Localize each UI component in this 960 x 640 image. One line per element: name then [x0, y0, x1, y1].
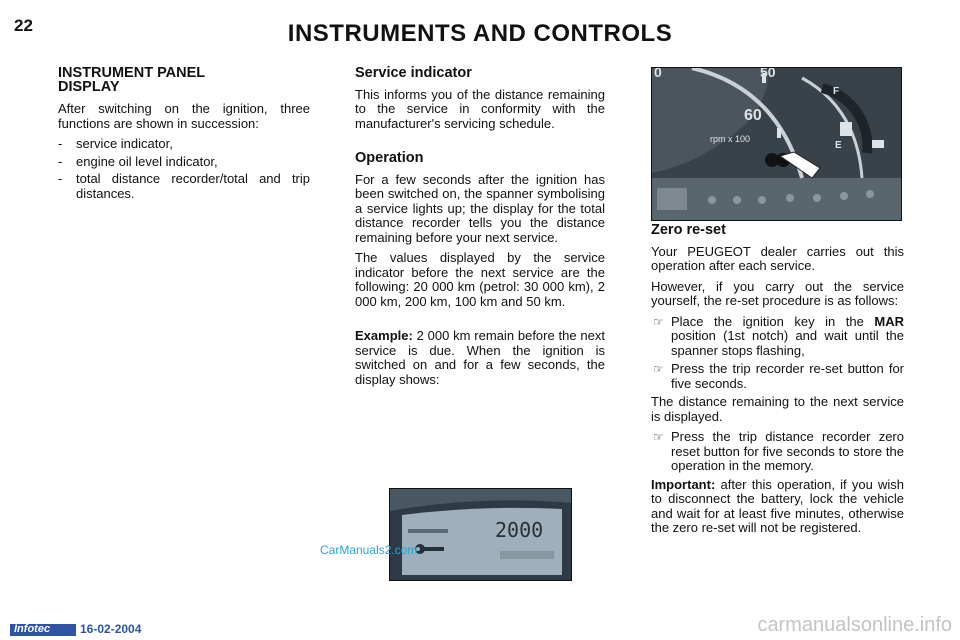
important-label: Important:	[651, 476, 716, 492]
column-service-indicator	[355, 66, 605, 393]
example-label: Example:	[355, 328, 413, 343]
site-watermark: carmanualsonline.info	[757, 614, 952, 636]
zero-reset-text-2: However, if you carry out the service yourself, the re-set procedure is as follows:	[651, 278, 904, 308]
list-item: ☞ Place the ignition key in the MAR position (1st notch) and wait until the spanner stops flashing,	[653, 313, 904, 358]
gauge-label-60: 60	[744, 107, 762, 124]
zero-reset-text-1: Your PEUGEOT dealer carries out this operation after each service.	[651, 243, 904, 273]
service-indicator-heading: Service indicator	[355, 65, 472, 81]
gauge-label-0: 0	[654, 68, 662, 80]
odometer-readout: 2000	[495, 518, 544, 542]
list-item: - service indicator,	[58, 137, 310, 152]
list-item: - engine oil level indicator,	[58, 155, 310, 170]
list-item: ☞ Press the trip recorder re-set button for five seconds.	[653, 361, 904, 391]
instrument-panel-heading: INSTRUMENT PANEL DISPLAY	[58, 65, 206, 95]
zero-reset-text-3: The distance remaining to the next service is displayed.	[651, 394, 904, 424]
instrument-cluster-illustration	[652, 68, 902, 221]
operation-heading: Operation	[355, 150, 424, 166]
print-date: 16-02-2004	[80, 622, 142, 636]
page-title: INSTRUMENTS AND CONTROLS	[287, 20, 673, 47]
column-instrument-panel	[58, 66, 310, 204]
list-item: ☞ Press the trip distance recorder zero reset button for five seconds to store the operation in the memory.	[653, 429, 904, 473]
operation-values-text: The values displayed by the service indicator before the next service are the following: 20 000 km (petrol: 30 000 km), 2 000 km, 200 km, 100 km and 50 km.	[355, 250, 605, 309]
service-display-illustration	[390, 489, 572, 581]
list-item: - total distance recorder/total and trip distances.	[58, 172, 310, 201]
brand-logo: Infotec	[14, 623, 51, 635]
example-text: Example: 2 000 km remain before the next service is due. When the ignition is switched on and for a few seconds, the display shows:	[355, 328, 605, 387]
page-number: 22	[14, 16, 33, 35]
pointing-hand-icon: ☞	[653, 314, 664, 329]
intro-text: After switching on the ignition, three functions are shown in succession:	[58, 101, 310, 131]
fuel-full-label: F	[833, 86, 840, 97]
operation-text: For a few seconds after the ignition has been switched on, the spanner symbolising a service lights up; the display for the total distance recorder tells you the distance remaining before your next service.	[355, 171, 605, 245]
instrument-cluster-photo	[651, 67, 902, 221]
column-zero-reset	[651, 223, 904, 542]
important-note: Important: after this operation, if you wish to disconnect the battery, lock the vehicle and wait for at least five minutes, otherwise the zero re-set will not be registered.	[651, 476, 904, 535]
zero-reset-heading: Zero re-set	[651, 222, 726, 238]
service-indicator-text: This informs you of the distance remaining to the service in conformity with the manufacturer's servicing schedule.	[355, 86, 605, 131]
watermark: CarManuals2.com	[320, 543, 418, 557]
gauge-label-50: 50	[760, 68, 776, 80]
pointing-hand-icon: ☞	[653, 362, 664, 376]
rpm-label: rpm x 100	[710, 134, 751, 144]
fuel-empty-label: E	[835, 140, 842, 151]
pointing-hand-icon: ☞	[653, 430, 664, 444]
service-display-photo	[389, 488, 572, 581]
